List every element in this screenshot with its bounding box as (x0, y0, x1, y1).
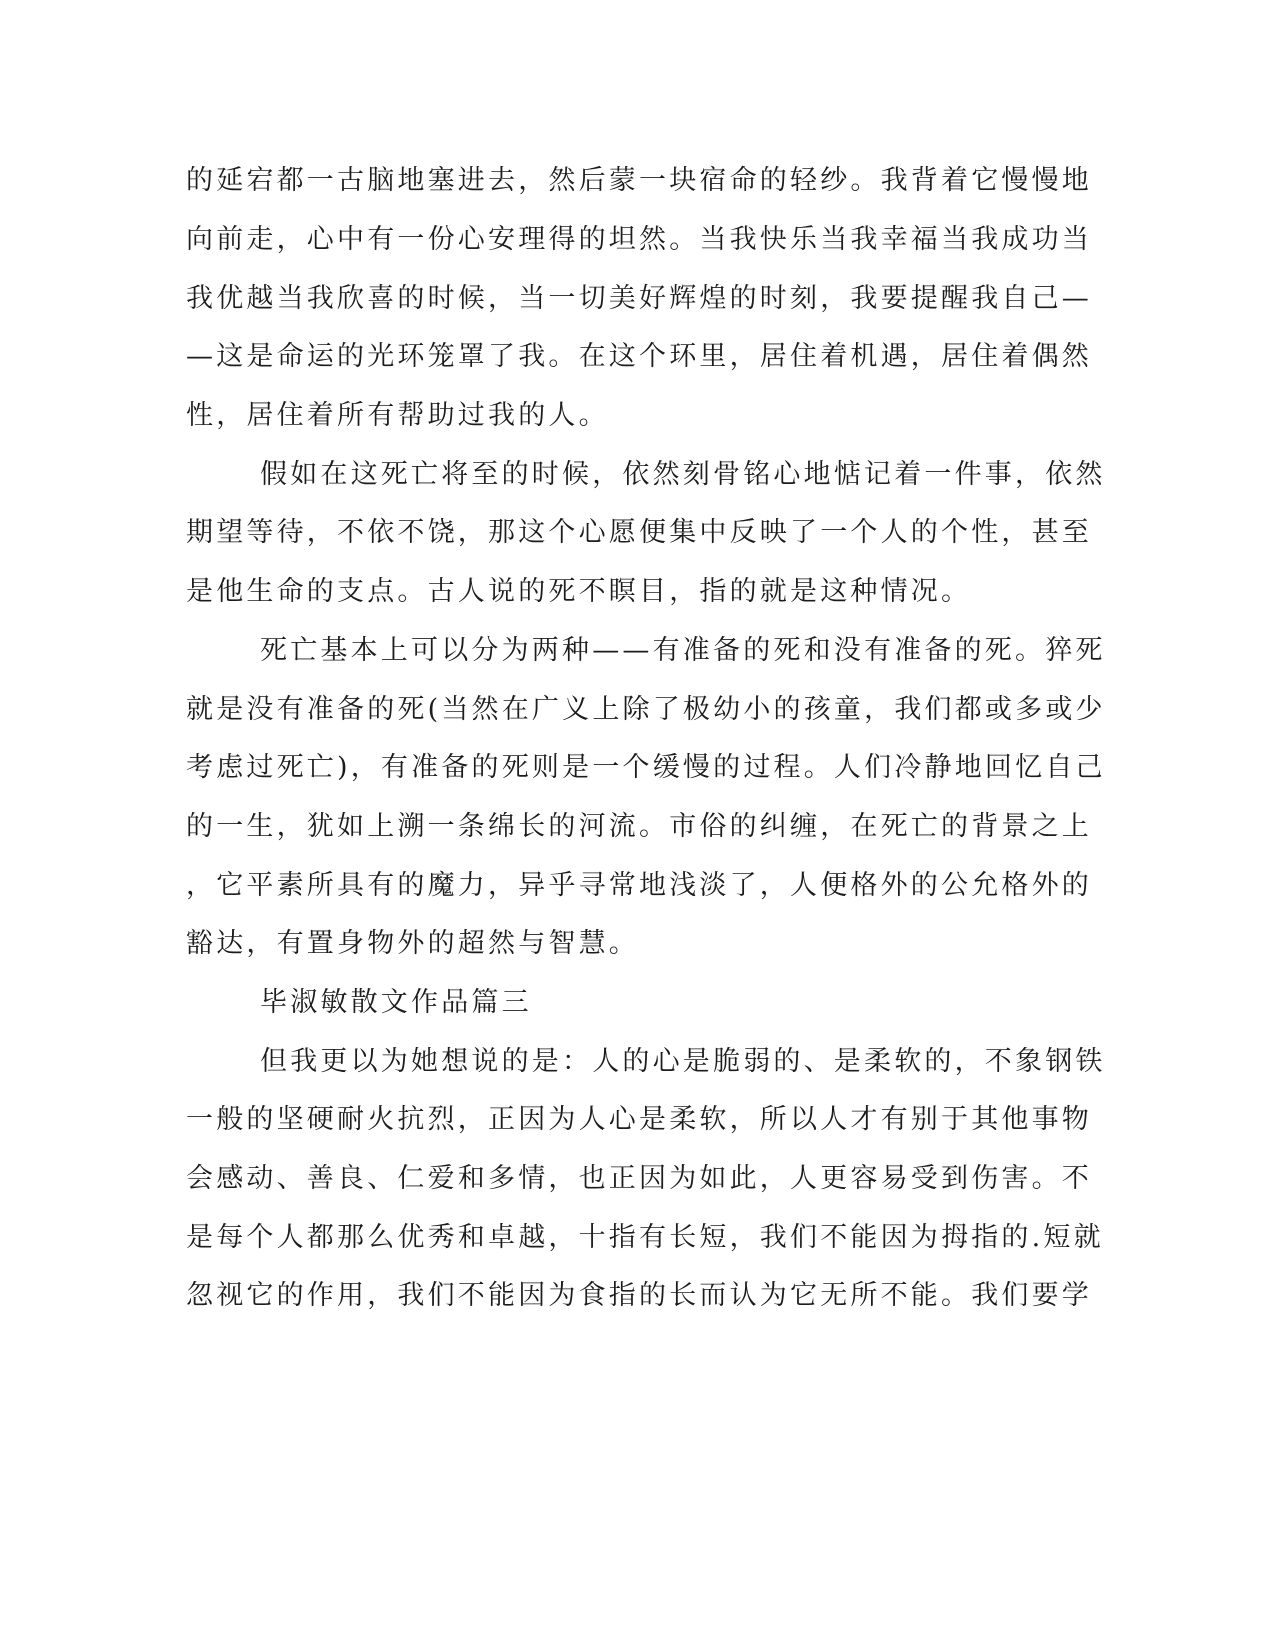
text-line: ，它平素所具有的魔力，异乎寻常地浅淡了，人便格外的公允格外的 (186, 870, 1092, 901)
paragraph-start-line: 假如在这死亡将至的时候，依然刻骨铭心地惦记着一件事，依然 (260, 459, 1106, 490)
text-line: 是每个人都那么优秀和卓越，十指有长短，我们不能因为拇指的.短就 (186, 1222, 1104, 1253)
text-line: 的延宕都一古脑地塞进去，然后蒙一块宿命的轻纱。我背着它慢慢地 (186, 165, 1092, 196)
text-line: 向前走，心中有一份心安理得的坦然。当我快乐当我幸福当我成功当 (186, 224, 1092, 255)
paragraph-start-line: 但我更以为她想说的是：人的心是脆弱的、是柔软的，不象钢铁 (260, 1046, 1106, 1077)
text-line: 性，居住着所有帮助过我的人。 (186, 400, 609, 431)
text-line: 的一生，犹如上溯一条绵长的河流。市俗的纠缠，在死亡的背景之上 (186, 811, 1092, 842)
text-line: 豁达，有置身物外的超然与智慧。 (186, 928, 639, 959)
section-heading: 毕淑敏散文作品篇三 (260, 987, 532, 1018)
text-line: 期望等待，不依不饶，那这个心愿便集中反映了一个人的个性，甚至 (186, 517, 1092, 548)
text-line: 会感动、善良、仁爱和多情，也正因为如此，人更容易受到伤害。不 (186, 1163, 1092, 1194)
text-line: 就是没有准备的死(当然在广义上除了极幼小的孩童，我们都或多或少 (186, 694, 1106, 725)
text-line: 一般的坚硬耐火抗烈，正因为人心是柔软，所以人才有别于其他事物 (186, 1104, 1092, 1135)
text-line: 忽视它的作用，我们不能因为食指的长而认为它无所不能。我们要学 (186, 1280, 1092, 1311)
text-line: —这是命运的光环笼罩了我。在这个环里，居住着机遇，居住着偶然 (186, 341, 1092, 372)
paragraph-start-line: 死亡基本上可以分为两种——有准备的死和没有准备的死。猝死 (260, 635, 1106, 666)
text-line: 我优越当我欣喜的时候，当一切美好辉煌的时刻，我要提醒我自己— (186, 283, 1092, 314)
text-line: 是他生命的支点。古人说的死不瞑目，指的就是这种情况。 (186, 576, 972, 607)
text-line: 考虑过死亡)，有准备的死则是一个缓慢的过程。人们冷静地回忆自己 (186, 752, 1106, 783)
